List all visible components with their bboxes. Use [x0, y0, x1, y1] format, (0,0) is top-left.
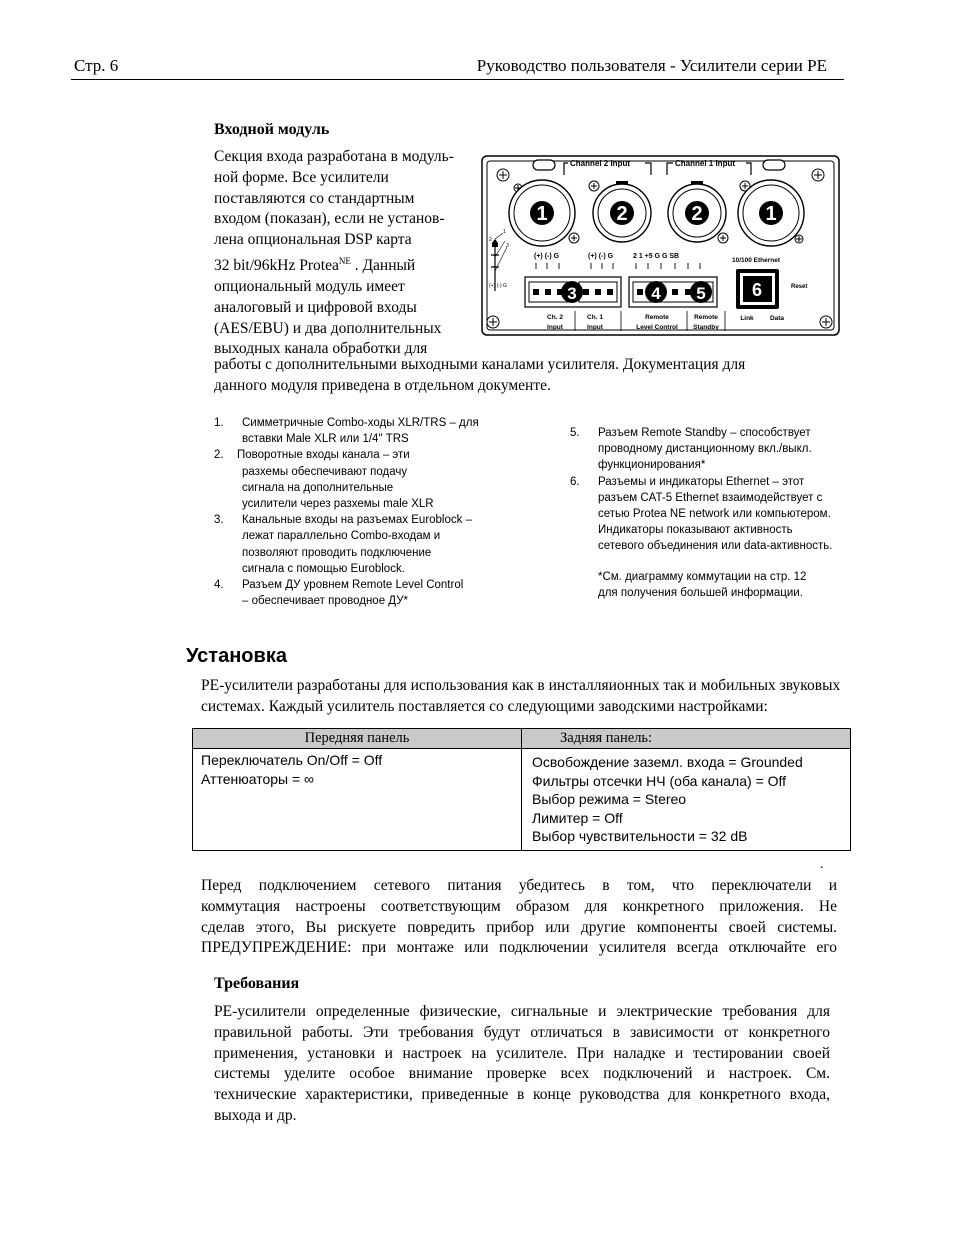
list-text: позволяют проводить подключение — [242, 546, 432, 559]
input-module-heading: Входной модуль — [214, 121, 330, 138]
list-text: функционирования* — [598, 459, 706, 472]
channel-1-title: Channel 1 Input — [675, 159, 735, 168]
text-line: данного модуля приведена в отдельном документе. — [214, 376, 551, 394]
list-text: проводному дистанционному вкл./выкл. — [598, 443, 812, 456]
screw-icon — [589, 181, 599, 191]
footnote-line: для получения большей информации. — [598, 586, 803, 599]
remote-standby-label-b: Standby — [693, 324, 719, 331]
list-text: усилители через разхемы male XLR — [242, 498, 434, 511]
trs-tip-label: 1 — [503, 229, 506, 235]
table-header-row — [193, 729, 851, 749]
trs-sleeve-label: 3 — [506, 243, 509, 249]
pin-label-ch2: (+) (-) G — [534, 253, 560, 260]
list-number: 4. — [214, 579, 224, 592]
text-line: системах. Каждый усилитель поставляется со следующими заводскими настройками: — [201, 697, 768, 715]
text-line: правильной работы. Эти требования будут отличаться в зависимости от конкретного — [214, 1023, 830, 1041]
list-text: сетевого объединения или data-активность. — [598, 540, 833, 553]
rear-panel-header: Задняя панель: — [522, 729, 851, 749]
callout-2-right: 2 — [691, 203, 703, 225]
stray-dot: . — [820, 857, 824, 872]
table-row — [193, 749, 851, 851]
ch2-input-label-b: Input — [547, 324, 563, 331]
callout-6: 6 — [751, 280, 763, 300]
list-text: разхемы обеспечивают подачу — [242, 465, 408, 478]
list-text: Разъем ДУ уровнем Remote Level Control — [242, 579, 464, 592]
callout-2-left: 2 — [616, 203, 628, 225]
callout-4: 4 — [651, 284, 661, 303]
trs-legend: (+) (-) G — [489, 283, 507, 289]
list-text: сигнала с помощью Euroblock. — [242, 562, 405, 575]
text-line: применения, установки и настроек на усилителе. При наладке и тестировании своей — [214, 1044, 830, 1062]
input-module-paragraph — [214, 147, 476, 360]
latch-icon — [533, 160, 555, 170]
list-number: 1. — [214, 417, 224, 429]
features-list-left — [214, 415, 484, 609]
list-number: 5. — [570, 427, 580, 439]
ch1-input-label-b: Input — [587, 324, 603, 331]
link-label: Link — [740, 315, 754, 322]
footnote-line: *См. диаграмму коммутации на стр. 12 — [598, 570, 807, 583]
text-line: входом (показан), если не установ- — [214, 210, 445, 228]
installation-heading: Установка — [186, 645, 287, 667]
setting-value: Освобождение заземл. входа = Grounded — [532, 754, 803, 770]
list-text: лежат параллельно Combo-входам и — [242, 530, 441, 543]
list-text: Индикаторы показывают активность — [598, 524, 793, 537]
screw-icon — [497, 169, 509, 181]
remote-level-label: Remote — [645, 314, 669, 321]
list-number: 6. — [570, 475, 580, 488]
list-item — [214, 577, 484, 609]
text-fragment: . Данный — [350, 257, 416, 275]
warning-paragraph — [201, 876, 837, 959]
callout-1-left: 1 — [536, 203, 548, 225]
list-text: Разъем Remote Standby – способствует — [598, 427, 811, 439]
text-line: PE-усилители определенные физические, сигнальные и электрические требования для — [214, 1003, 830, 1020]
remote-standby-label: Remote — [694, 314, 718, 321]
setting-value: Фильтры отсечки НЧ (оба канала) = Off — [532, 772, 787, 789]
ch1-input-label: Ch. 1 — [587, 314, 603, 321]
text-line: лена опциональная DSP карта — [214, 231, 412, 249]
text-line: (AES/EBU) и два дополнительных — [214, 319, 442, 337]
list-item — [214, 447, 484, 512]
setting-value: Переключатель On/Off = Off — [201, 752, 383, 768]
screw-icon — [487, 316, 499, 328]
callout-3: 3 — [567, 284, 577, 303]
front-panel-cell — [193, 749, 522, 851]
text-line: выхода и др. — [214, 1106, 297, 1124]
page-number: Стр. 6 — [74, 56, 119, 75]
screw-icon — [718, 233, 728, 243]
setting-value: Выбор чувствительности = 32 dB — [532, 828, 748, 844]
setting-value: Выбор режима = Stereo — [532, 791, 687, 807]
remote-level-label-b: Level Control — [636, 324, 678, 331]
text-line: работы с дополнительными выходными каналами усилителя. Документация для — [214, 356, 746, 373]
list-text: вставки Male XLR или 1/4" TRS — [242, 433, 409, 446]
list-number: 3. — [214, 514, 224, 527]
features-footnote — [570, 569, 850, 601]
callout-5: 5 — [696, 284, 706, 303]
input-module-paragraph-continued — [214, 355, 814, 397]
screw-icon — [569, 233, 579, 243]
latch-icon — [763, 160, 785, 170]
list-text: разъем CAT-5 Ethernet взаимодействует с — [598, 491, 823, 504]
list-text: Канальные входы на разъемах Euroblock – — [242, 514, 472, 527]
text-line: системы уделите особое внимание проверке всех подключений и настроек. См. — [214, 1065, 830, 1083]
input-panel-diagram — [481, 155, 840, 336]
requirements-paragraph — [214, 1002, 830, 1127]
text-line: поставляются со стандартным — [214, 189, 415, 207]
pin-label-ch1: (+) (-) G — [588, 253, 614, 260]
ethernet-label: 10/100 Ethernet — [732, 257, 781, 264]
callout-1-right: 1 — [765, 203, 777, 225]
list-text: Поворотные входы канала – эти — [237, 449, 410, 462]
text-line: Перед подключением сетевого питания убедитесь в том, что переключатели и — [201, 877, 837, 894]
text-line: Секция входа разработана в модуль- — [214, 148, 454, 165]
trs-ring-label: 2 — [489, 237, 492, 243]
setting-value: Лимитер = Off — [532, 809, 623, 826]
features-list-right — [570, 425, 850, 601]
list-item — [570, 425, 850, 474]
setting-value: Аттенюаторы = ∞ — [201, 770, 315, 787]
header-rule — [71, 79, 844, 80]
text-line: выходных канала обработки для — [214, 340, 428, 358]
list-text: сетью Protea NE network или компьютером. — [598, 508, 831, 521]
list-item — [214, 512, 484, 577]
superscript-ne: NE — [338, 255, 351, 266]
installation-paragraph — [201, 676, 881, 718]
list-item — [570, 474, 850, 555]
front-panel-header: Передняя панель — [193, 729, 522, 749]
rear-panel-cell — [522, 749, 851, 851]
list-text: Разъемы и индикаторы Ethernet – этот — [598, 475, 805, 488]
text-line: аналоговый и цифровой входы — [214, 298, 417, 316]
text-line: коммутация настроены соответствующим образом для конкретного приложения. Не — [201, 897, 837, 915]
text-line: PE-усилители разработаны для использования как в инсталляионных так и мобильных звуковых — [201, 677, 841, 694]
ch2-input-label: Ch. 2 — [547, 314, 563, 321]
screw-icon — [820, 316, 832, 328]
channel-2-title: Channel 2 Input — [570, 159, 630, 168]
pin-label-remote: 2 1 +5 G G SB — [633, 253, 680, 260]
text-line: технические характеристики, приведенные в конце руководства для конкретного входа, — [214, 1086, 830, 1104]
text-line: опциональный модуль имеет — [214, 277, 405, 295]
list-text: сигнала на дополнительные — [242, 481, 394, 494]
factory-settings-table — [192, 728, 851, 851]
document-title: Руководство пользователя - Усилители серии PE — [476, 56, 827, 75]
screw-icon — [812, 169, 824, 181]
list-number: 2. — [214, 449, 224, 462]
text-fragment: 32 bit/96kHz Protea — [214, 257, 339, 275]
reset-label: Reset — [791, 284, 808, 290]
list-item — [214, 415, 484, 447]
screw-icon — [795, 235, 803, 243]
data-label: Data — [769, 315, 785, 322]
text-line: сделав этого, Вы рискуете повредить прибор или другие компоненты своей системы. — [201, 918, 837, 936]
requirements-heading: Требования — [214, 975, 300, 992]
text-line — [214, 251, 476, 277]
text-line: ной форме. Все усилители — [214, 168, 389, 186]
text-line: ПРЕДУПРЕЖДЕНИЕ: при монтаже или подключении усилителя всегда отключайте его — [201, 939, 837, 957]
list-text: – обеспечивает проводное ДУ* — [242, 595, 408, 608]
list-text: Симметричные Combo-ходы XLR/TRS – для — [242, 417, 479, 429]
